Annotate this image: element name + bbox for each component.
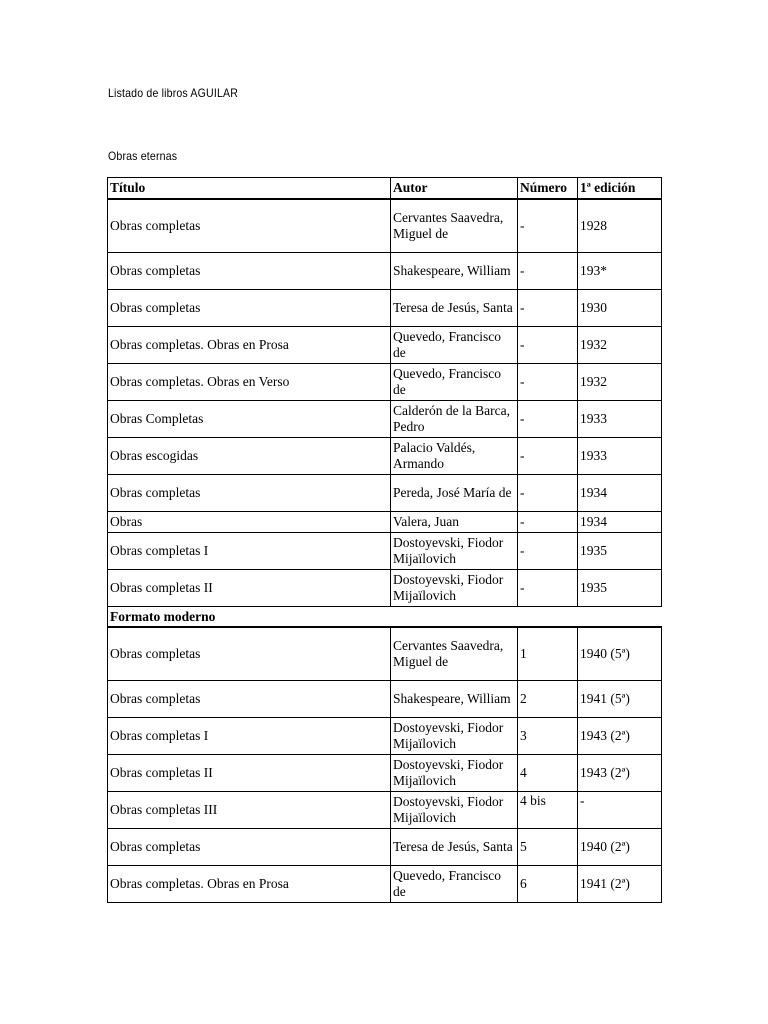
cell-titulo: Obras completas III [108, 792, 391, 829]
cell-numero: - [518, 253, 578, 290]
cell-edicion: 1933 [578, 401, 662, 438]
cell-autor: Dostoyevski, Fiodor Mijaïlovich [391, 533, 518, 570]
cell-titulo: Obras completas I [108, 718, 391, 755]
cell-titulo: Obras completas II [108, 570, 391, 607]
cell-numero: - [518, 199, 578, 253]
table-row [108, 253, 662, 290]
cell-titulo: Obras completas [108, 199, 391, 253]
table-row [108, 199, 662, 253]
cell-edicion: 1934 [578, 475, 662, 512]
table-row [108, 512, 662, 533]
cell-titulo: Obras Completas [108, 401, 391, 438]
cell-numero: 4 [518, 755, 578, 792]
cell-edicion: 1943 (2ª) [578, 718, 662, 755]
table-header-row [108, 178, 662, 200]
cell-titulo: Obras completas I [108, 533, 391, 570]
cell-edicion: 193* [578, 253, 662, 290]
cell-titulo: Obras completas II [108, 755, 391, 792]
document-title: Listado de libros AGUILAR [108, 86, 239, 100]
cell-edicion: 1941 (5ª) [578, 681, 662, 718]
cell-numero: 1 [518, 627, 578, 681]
cell-titulo: Obras [108, 512, 391, 533]
cell-edicion: 1935 [578, 570, 662, 607]
cell-edicion: 1932 [578, 364, 662, 401]
cell-titulo: Obras completas [108, 681, 391, 718]
table-row [108, 829, 662, 866]
cell-titulo: Obras completas [108, 290, 391, 327]
cell-titulo: Obras completas [108, 475, 391, 512]
table-row [108, 718, 662, 755]
cell-edicion: 1933 [578, 438, 662, 475]
cell-edicion: 1932 [578, 327, 662, 364]
cell-autor: Cervantes Saavedra, Miguel de [391, 627, 518, 681]
cell-autor: Quevedo, Francisco de [391, 866, 518, 903]
cell-edicion: 1940 (2ª) [578, 829, 662, 866]
cell-titulo: Obras completas. Obras en Prosa [108, 327, 391, 364]
cell-autor: Cervantes Saavedra, Miguel de [391, 199, 518, 253]
books-table [107, 177, 662, 903]
table-row [108, 290, 662, 327]
cell-edicion: 1935 [578, 533, 662, 570]
cell-titulo: Obras escogidas [108, 438, 391, 475]
cell-edicion: 1934 [578, 512, 662, 533]
cell-autor: Quevedo, Francisco de [391, 327, 518, 364]
cell-autor: Teresa de Jesús, Santa [391, 290, 518, 327]
cell-titulo: Obras completas [108, 253, 391, 290]
header-edicion: 1ª edición [578, 178, 662, 200]
cell-edicion: 1941 (2ª) [578, 866, 662, 903]
cell-edicion: 1940 (5ª) [578, 627, 662, 681]
table-row [108, 438, 662, 475]
table-row [108, 364, 662, 401]
table-row [108, 755, 662, 792]
header-autor: Autor [391, 178, 518, 200]
cell-numero: - [518, 533, 578, 570]
cell-numero: 2 [518, 681, 578, 718]
cell-autor: Calderón de la Barca, Pedro [391, 401, 518, 438]
cell-autor: Valera, Juan [391, 512, 518, 533]
cell-edicion: - [578, 792, 662, 829]
table-row [108, 792, 662, 829]
cell-autor: Quevedo, Francisco de [391, 364, 518, 401]
cell-numero: - [518, 290, 578, 327]
cell-titulo: Obras completas [108, 627, 391, 681]
cell-numero: - [518, 327, 578, 364]
cell-numero: - [518, 512, 578, 533]
cell-titulo: Obras completas [108, 829, 391, 866]
cell-autor: Dostoyevski, Fiodor Mijaïlovich [391, 718, 518, 755]
cell-autor: Shakespeare, William [391, 681, 518, 718]
subheading-row [108, 607, 662, 628]
cell-titulo: Obras completas. Obras en Verso [108, 364, 391, 401]
header-numero: Número [518, 178, 578, 200]
cell-autor: Dostoyevski, Fiodor Mijaïlovich [391, 755, 518, 792]
cell-autor: Dostoyevski, Fiodor Mijaïlovich [391, 792, 518, 829]
cell-numero: 3 [518, 718, 578, 755]
cell-autor: Palacio Valdés, Armando [391, 438, 518, 475]
table-row [108, 627, 662, 681]
cell-numero: 5 [518, 829, 578, 866]
cell-numero: - [518, 570, 578, 607]
cell-titulo: Obras completas. Obras en Prosa [108, 866, 391, 903]
header-titulo: Título [108, 178, 391, 200]
cell-numero: 6 [518, 866, 578, 903]
section-title: Obras eternas [108, 149, 178, 163]
cell-numero: - [518, 475, 578, 512]
cell-autor: Shakespeare, William [391, 253, 518, 290]
table-row [108, 327, 662, 364]
cell-edicion: 1943 (2ª) [578, 755, 662, 792]
cell-edicion: 1930 [578, 290, 662, 327]
table-row [108, 570, 662, 607]
cell-numero: - [518, 364, 578, 401]
cell-numero: - [518, 438, 578, 475]
cell-numero: 4 bis [518, 792, 578, 829]
books-table-body [108, 178, 662, 903]
cell-autor: Teresa de Jesús, Santa [391, 829, 518, 866]
table-row [108, 533, 662, 570]
cell-autor: Pereda, José María de [391, 475, 518, 512]
table-row [108, 866, 662, 903]
cell-autor: Dostoyevski, Fiodor Mijaïlovich [391, 570, 518, 607]
table-row [108, 401, 662, 438]
subheading-formato-moderno: Formato moderno [108, 607, 662, 628]
cell-edicion: 1928 [578, 199, 662, 253]
cell-numero: - [518, 401, 578, 438]
table-row [108, 681, 662, 718]
table-row [108, 475, 662, 512]
